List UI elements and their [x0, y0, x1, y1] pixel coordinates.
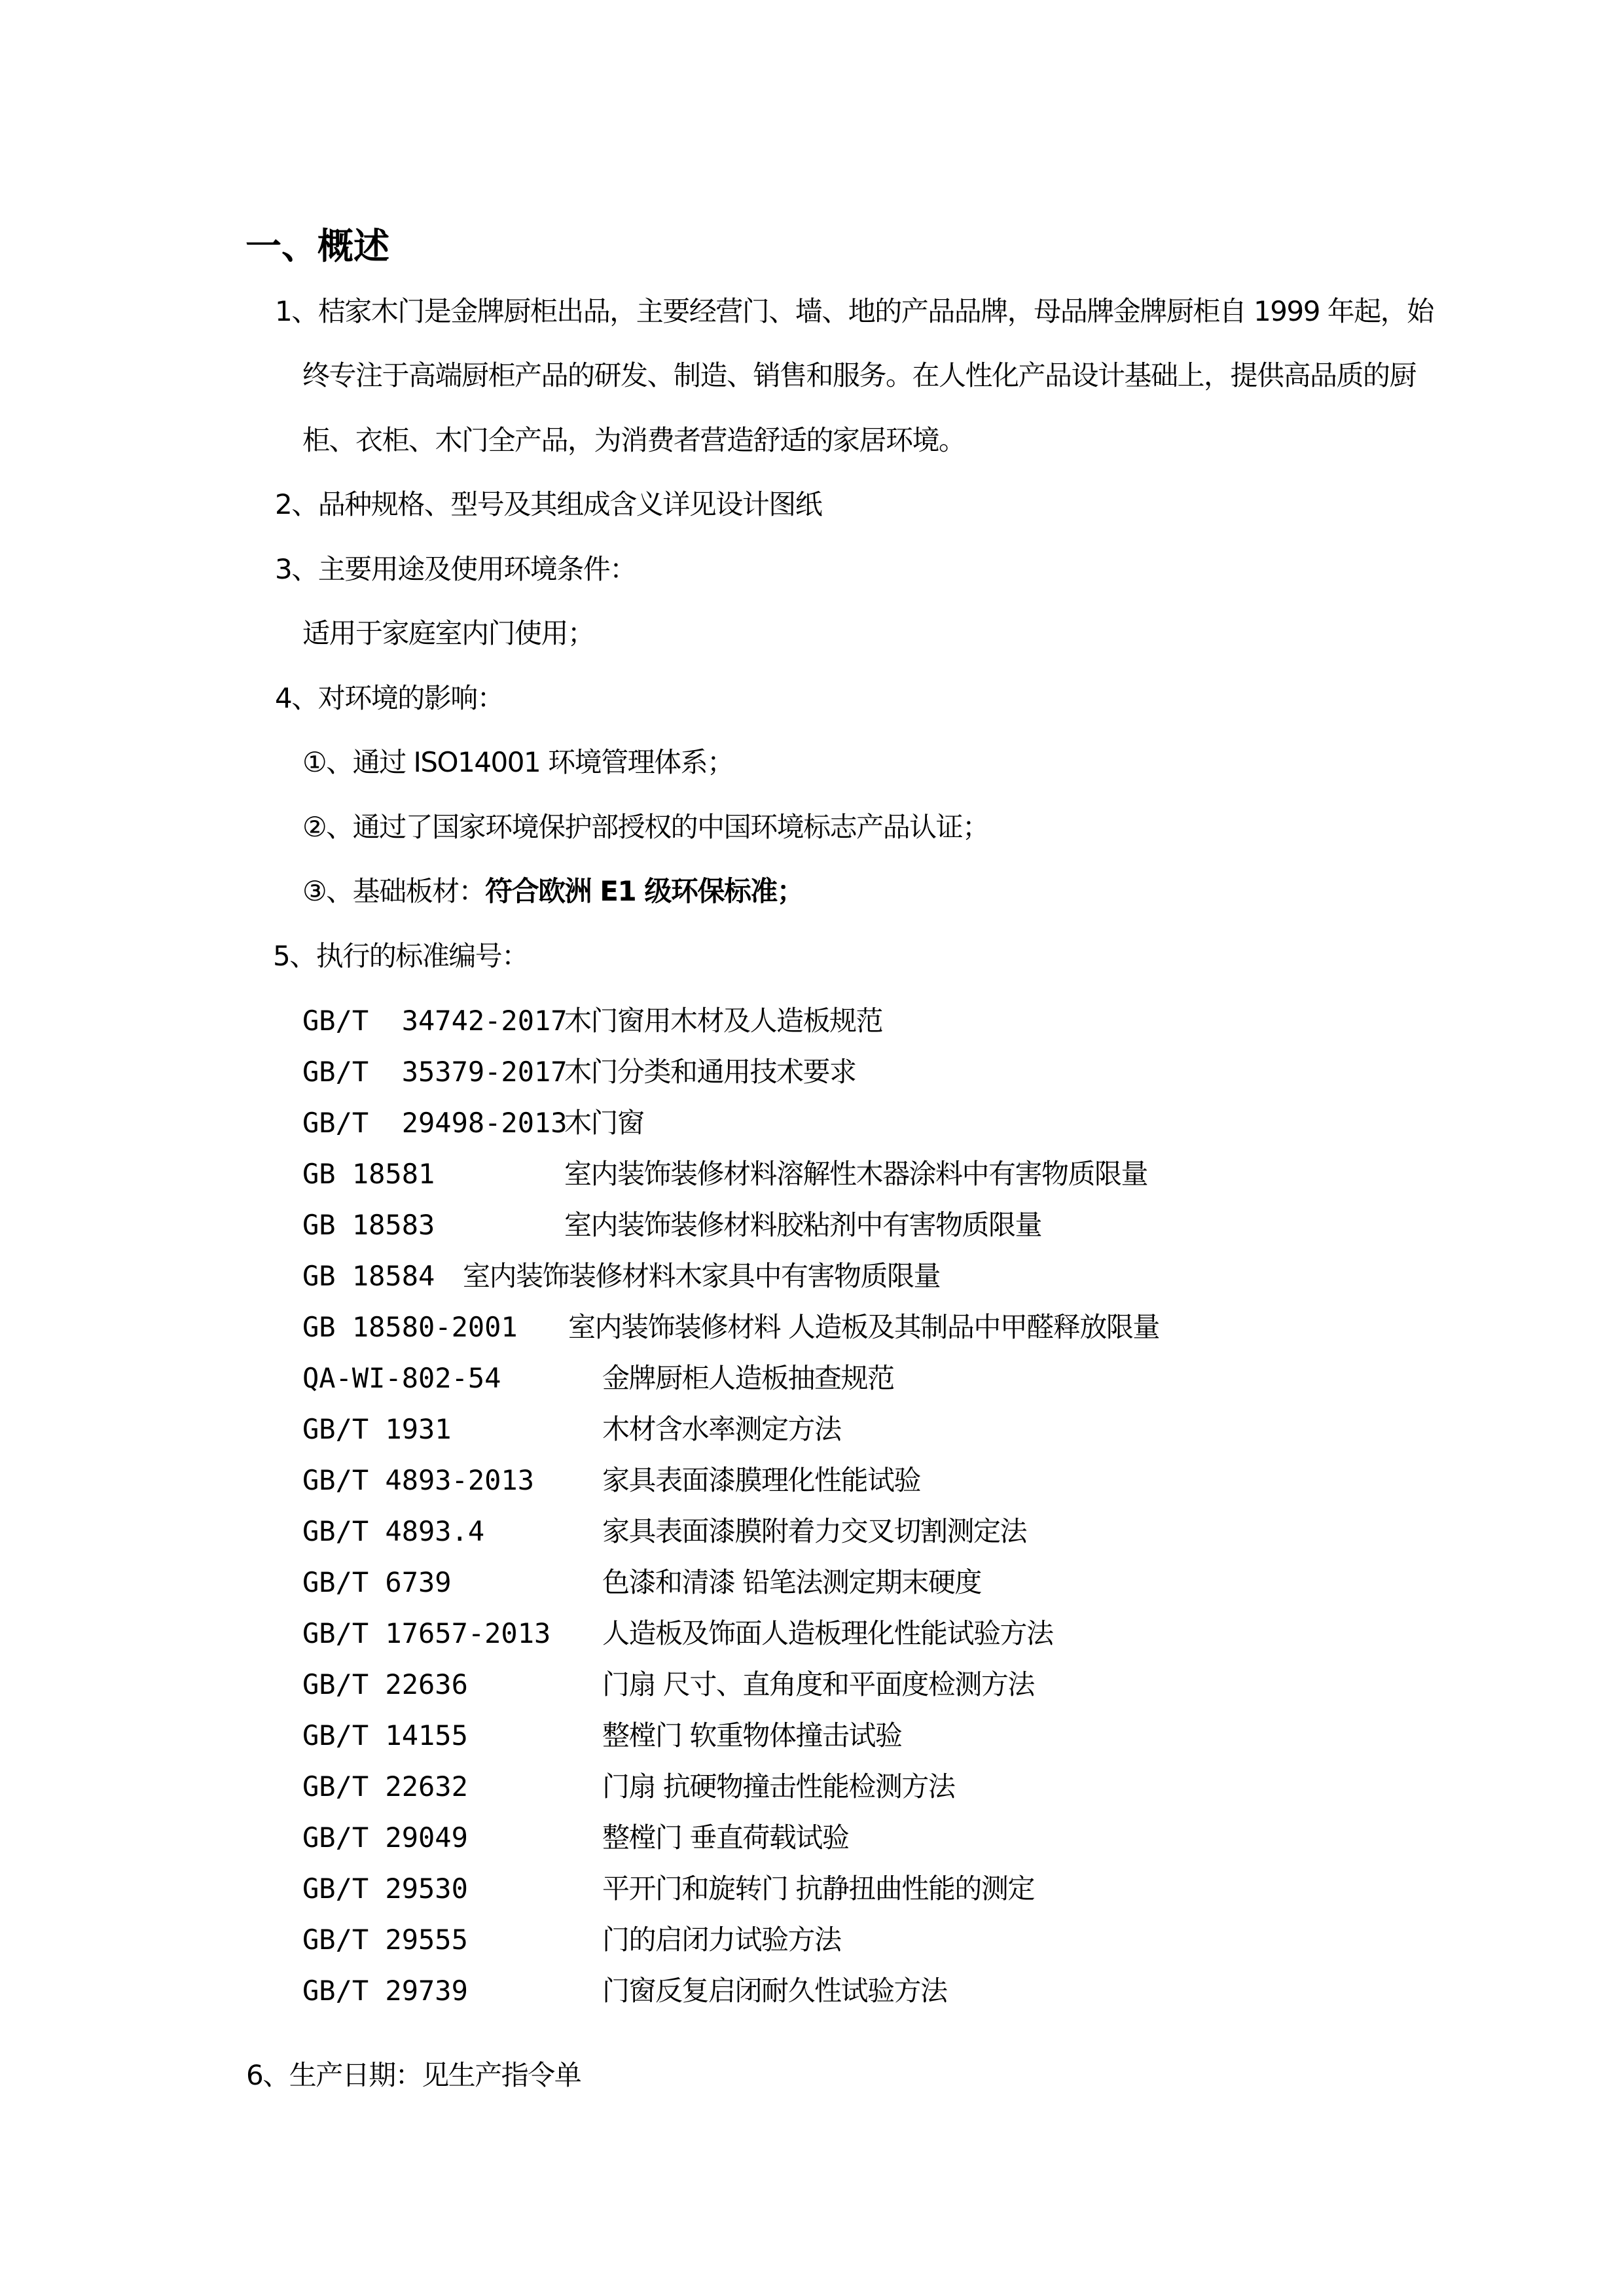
standard-code: GB/T 29498-2013	[302, 1107, 568, 1139]
standard-code: GB/T 4893-2013	[302, 1464, 535, 1496]
standard-row	[0, 1160, 1624, 1200]
standard-code: GB/T 34742-2017	[302, 1005, 568, 1037]
standard-code: GB 18584	[302, 1260, 435, 1292]
standard-code: GB/T 29739	[302, 1975, 468, 2007]
standard-row	[0, 1719, 1624, 1761]
standard-row	[0, 1875, 1624, 1914]
standard-code: GB/T 29049	[302, 1821, 468, 1854]
item3-note-line: 适用于家庭室内门使用；	[302, 617, 594, 649]
standard-row	[0, 1260, 1624, 1302]
item2-line: 2、品种规格、型号及其组成含义详见设计图纸	[275, 488, 822, 520]
standard-code: GB/T 14155	[302, 1719, 468, 1751]
standard-code: QA-WI-802-54	[302, 1362, 501, 1394]
item1-line2: 终专注于高端厨柜产品的研发、制造、销售和服务。在人性化产品设计基础上，提供高品质的厨	[302, 359, 1416, 391]
standard-code: GB 18583	[302, 1209, 435, 1241]
standard-name: 平开门和旋转门 抗静扭曲性能的测定	[602, 1873, 1034, 1905]
item1-line3: 柜、衣柜、木门全产品，为消费者营造舒适的家居环境。	[302, 424, 965, 456]
item4-sub2-line: ②、通过了国家环境保护部授权的中国环境标志产品认证；	[302, 811, 989, 843]
standard-code: GB/T 35379-2017	[302, 1056, 568, 1088]
standard-code: GB/T 22636	[302, 1668, 468, 1700]
standard-row	[0, 1926, 1624, 1965]
standard-code: GB 18580-2001	[302, 1311, 518, 1343]
standard-name: 门窗反复启闭耐久性试验方法	[602, 1975, 947, 2007]
standard-row	[0, 1362, 1624, 1404]
standard-name: 门扇 尺寸、直角度和平面度检测方法	[602, 1668, 1034, 1700]
item4-sub3-label: ③、基础板材：	[302, 875, 486, 907]
standard-code: GB/T 4893.4	[302, 1515, 485, 1547]
standard-name: 室内装饰装修材料胶粘剂中有害物质限量	[564, 1209, 1042, 1241]
section-title: 一、概述	[245, 225, 390, 267]
standard-name: 门的启闭力试验方法	[602, 1924, 841, 1956]
standard-row	[0, 1311, 1624, 1353]
standard-name: 金牌厨柜人造板抽查规范	[602, 1362, 894, 1394]
item5-line: 5、执行的标准编号：	[273, 940, 528, 972]
standard-row	[0, 1770, 1624, 1812]
standard-row	[0, 1413, 1624, 1455]
standard-name: 木门分类和通用技术要求	[564, 1056, 856, 1088]
item4-sub3-line	[302, 875, 804, 907]
standard-name: 木门窗用木材及人造板规范	[564, 1005, 883, 1037]
item4-sub3-bold-text: 符合欧洲 E1 级环保标准；	[485, 875, 804, 907]
standard-name: 室内装饰装修材料溶解性木器涂料中有害物质限量	[564, 1158, 1148, 1190]
standard-name: 整樘门 软重物体撞击试验	[602, 1719, 902, 1751]
standard-code: GB/T 22632	[302, 1770, 468, 1803]
item1-line1: 1、桔家木门是金牌厨柜出品，主要经营门、墙、地的产品品牌，母品牌金牌厨柜自 1999 年起，始	[275, 295, 1434, 327]
standard-row	[0, 1977, 1624, 2017]
standard-code: GB 18581	[302, 1158, 435, 1190]
item6-line: 6、生产日期：见生产指令单	[246, 2059, 581, 2091]
item3-line: 3、主要用途及使用环境条件：	[275, 553, 636, 585]
standard-name: 室内装饰装修材料 人造板及其制品中甲醛释放限量	[568, 1311, 1159, 1343]
standard-row	[0, 1821, 1624, 1863]
standard-row	[0, 1211, 1624, 1251]
standard-code: GB/T 29555	[302, 1924, 468, 1956]
standard-row	[0, 1617, 1624, 1659]
item4-sub1-line: ①、通过 ISO14001 环境管理体系；	[302, 746, 734, 778]
standard-code: GB/T 1931	[302, 1413, 452, 1445]
standard-name: 家具表面漆膜理化性能试验	[602, 1464, 921, 1496]
standard-code: GB/T 29530	[302, 1873, 468, 1905]
standard-row	[0, 1566, 1624, 1608]
standard-row	[0, 1109, 1624, 1149]
standard-name: 室内装饰装修材料木家具中有害物质限量	[463, 1260, 941, 1292]
standard-code: GB/T 17657-2013	[302, 1617, 551, 1649]
standard-name: 人造板及饰面人造板理化性能试验方法	[602, 1617, 1053, 1649]
standard-row	[0, 1007, 1624, 1047]
standard-code: GB/T 6739	[302, 1566, 452, 1598]
item4-line: 4、对环境的影响：	[275, 682, 504, 714]
standard-row	[0, 1515, 1624, 1557]
standard-name: 木材含水率测定方法	[602, 1413, 841, 1445]
standard-name: 整樘门 垂直荷载试验	[602, 1821, 849, 1854]
standard-row	[0, 1668, 1624, 1710]
standard-name: 家具表面漆膜附着力交叉切割测定法	[602, 1515, 1027, 1547]
standard-name: 木门窗	[564, 1107, 644, 1139]
standard-row	[0, 1058, 1624, 1098]
standard-name: 门扇 抗硬物撞击性能检测方法	[602, 1770, 955, 1803]
standard-row	[0, 1464, 1624, 1506]
standard-name: 色漆和清漆 铅笔法测定期末硬度	[602, 1566, 981, 1598]
